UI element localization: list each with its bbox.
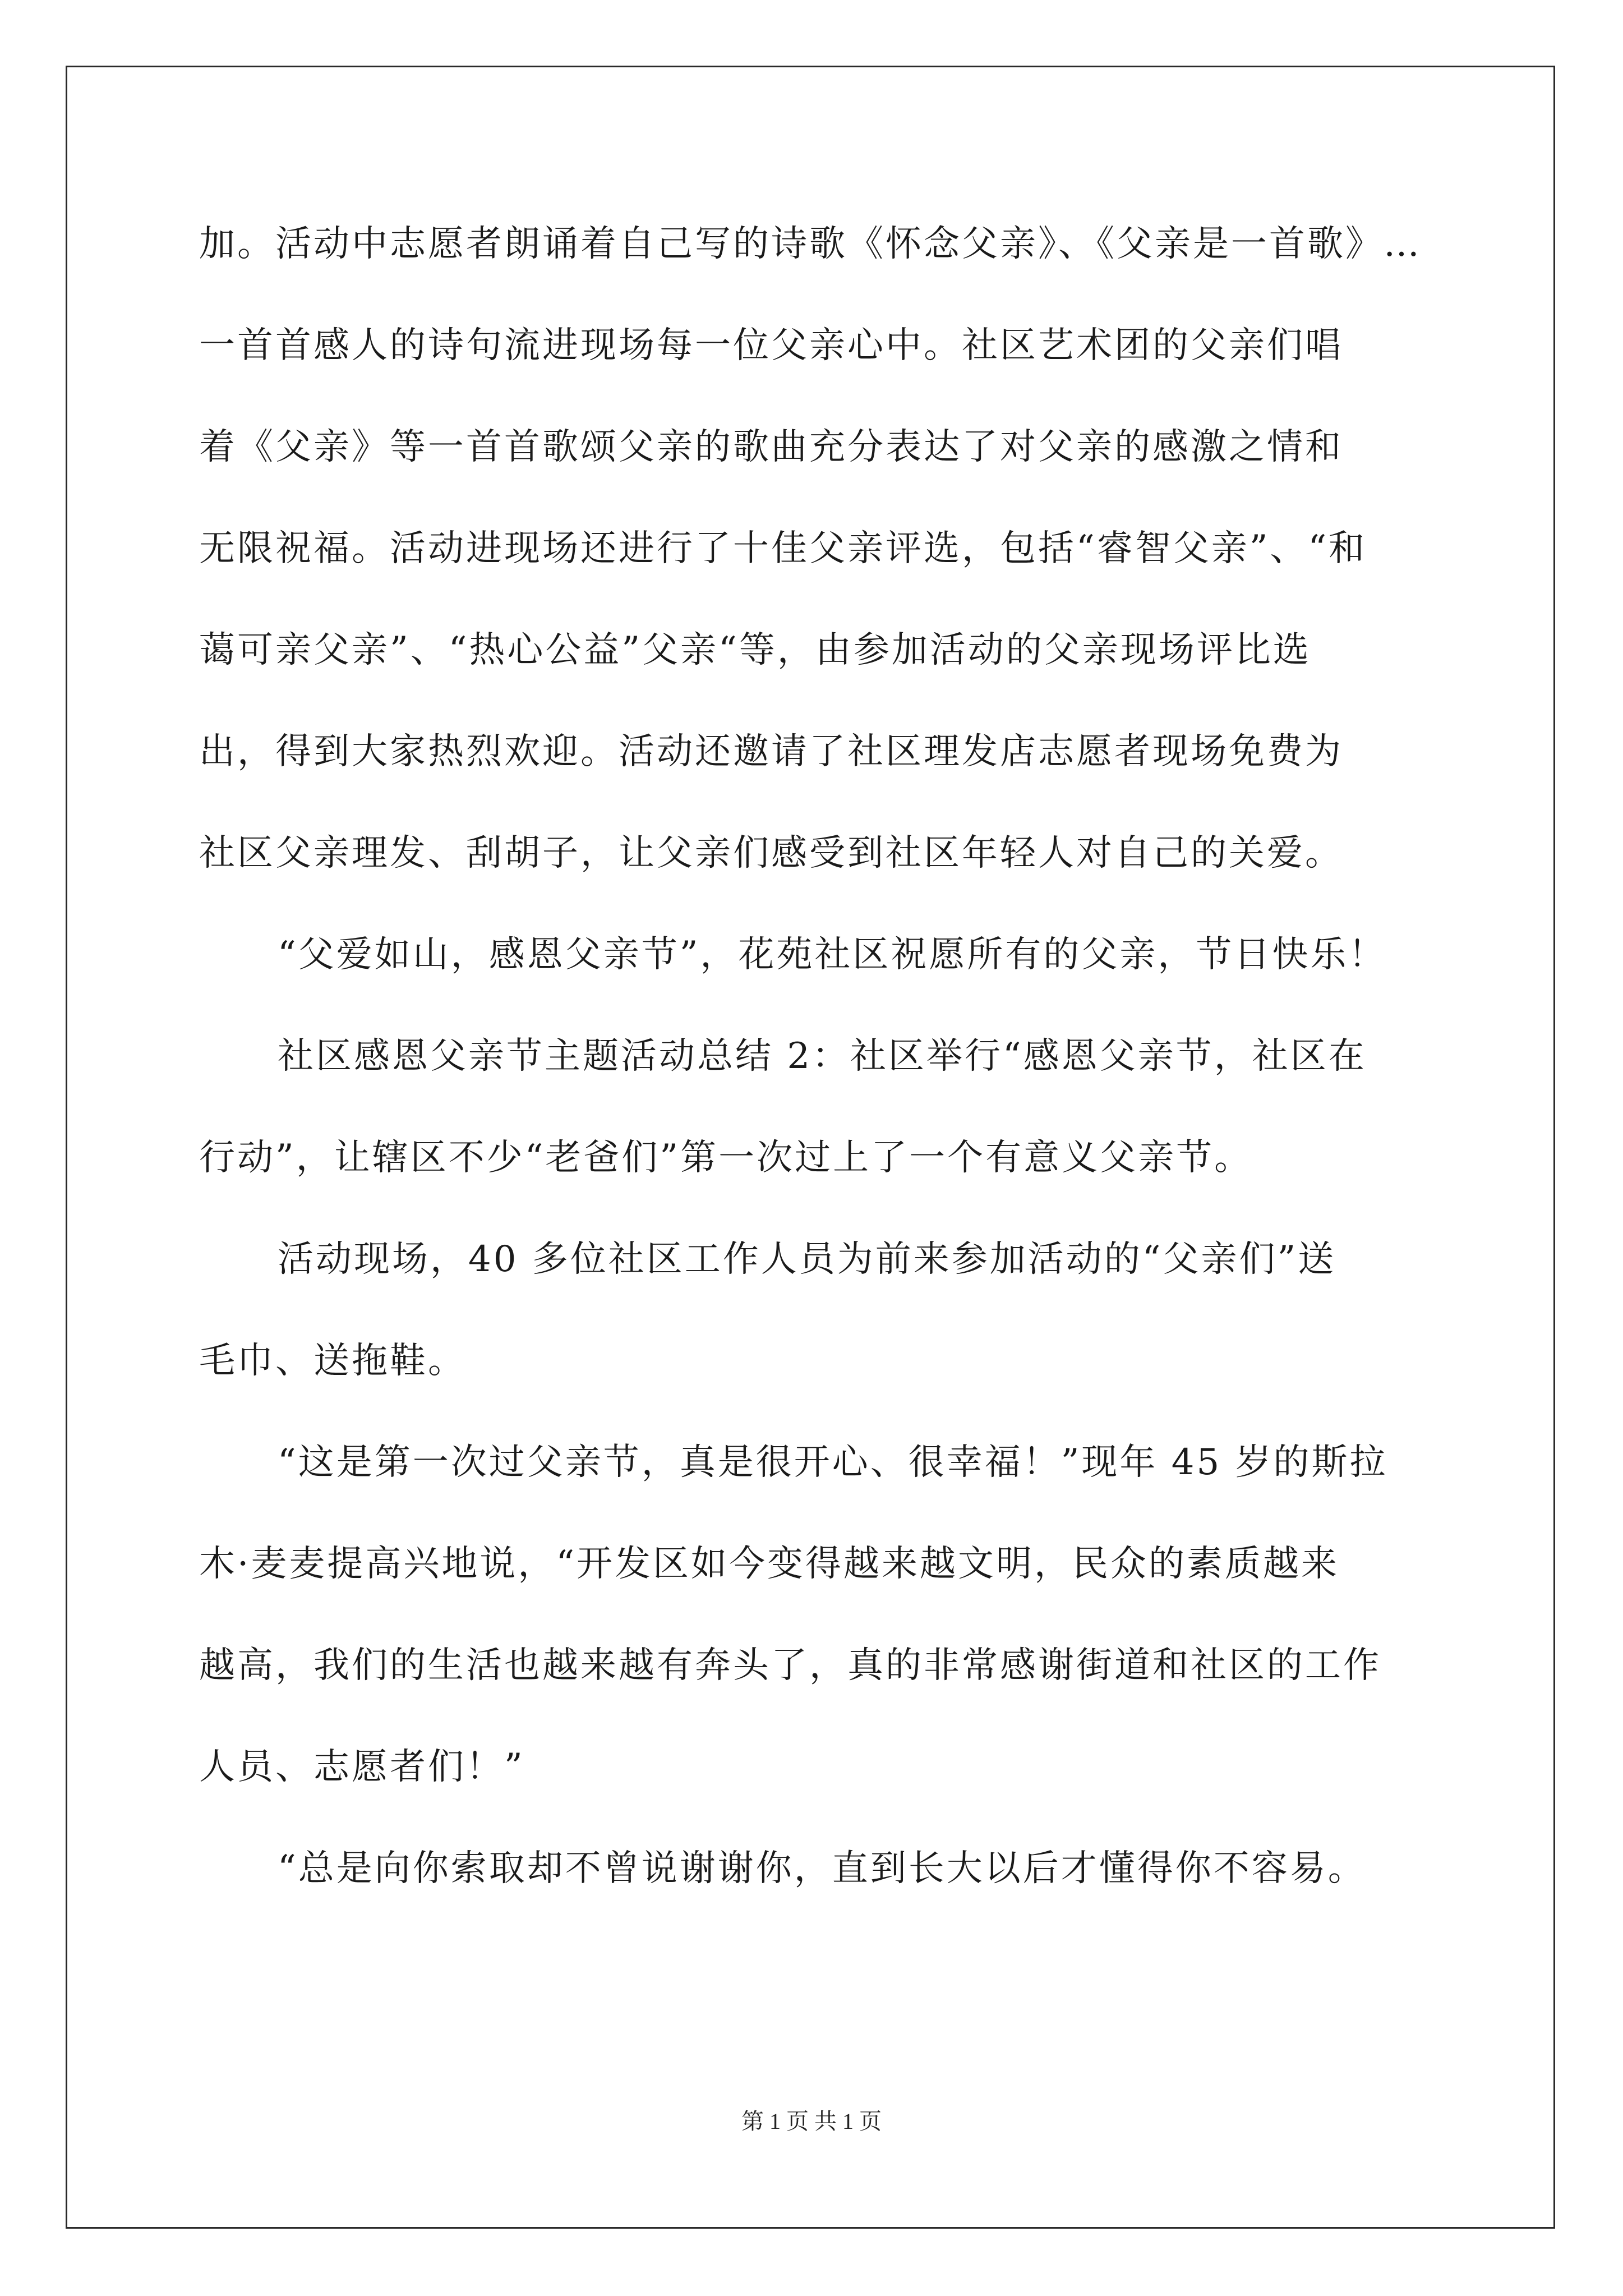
paragraph-first-line: 活动现场，40 多位社区工作人员为前来参加活动的“父亲们”送 (278, 1239, 1336, 1280)
paragraph-first-line: “总是向你索取却不曾说谢谢你，直到长大以后才懂得你不容易。 (278, 1848, 1366, 1889)
text-line: 人员、志愿者们！” (199, 1746, 525, 1788)
text-line: 行动”，让辖区不少“老爸们”第一次过上了一个有意义父亲节。 (199, 1137, 1253, 1179)
text-line: 蔼可亲父亲”、“热心公益”父亲“等，由参加活动的父亲现场评比选 (199, 629, 1311, 671)
text-line: 越高，我们的生活也越来越有奔头了，真的非常感谢街道和社区的工作 (199, 1645, 1381, 1686)
text-line: 着《父亲》等一首首歌颂父亲的歌曲充分表达了对父亲的感激之情和 (199, 426, 1343, 468)
paragraph-first-line: “父爱如山，感恩父亲节”，花苑社区祝愿所有的父亲，节日快乐！ (278, 934, 1387, 976)
text-line: 木·麦麦提高兴地说，“开发区如今变得越来越文明，民众的素质越来 (199, 1543, 1340, 1585)
text-line: 出，得到大家热烈欢迎。活动还邀请了社区理发店志愿者现场免费为 (199, 731, 1343, 772)
text-line: 无限祝福。活动进现场还进行了十佳父亲评选，包括“睿智父亲”、“和 (199, 528, 1367, 569)
text-line: 毛巾、送拖鞋。 (199, 1340, 466, 1382)
text-line: 社区父亲理发、刮胡子，让父亲们感受到社区年轻人对自己的关爱。 (199, 832, 1343, 874)
page-footer: 第 1 页 共 1 页 (741, 2109, 882, 2134)
text-line: 一首首感人的诗句流进现场每一位父亲心中。社区艺术团的父亲们唱 (199, 325, 1343, 366)
text-line: 加。活动中志愿者朗诵着自己写的诗歌《怀念父亲》、《父亲是一首歌》… (199, 223, 1422, 265)
paragraph-first-line: 社区感恩父亲节主题活动总结 2：社区举行“感恩父亲节，社区在 (278, 1036, 1367, 1077)
paragraph-first-line: “这是第一次过父亲节，真是很开心、很幸福！”现年 45 岁的斯拉 (278, 1442, 1388, 1483)
